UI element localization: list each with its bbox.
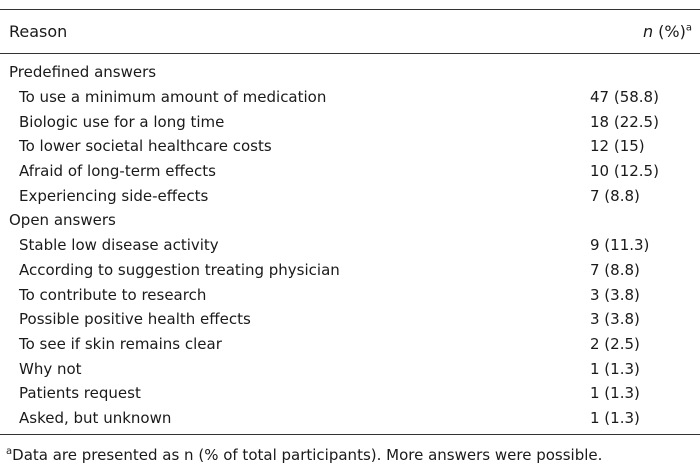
group-label: Open answers (9, 211, 116, 230)
table-header-row (0, 10, 700, 53)
table-row (0, 282, 700, 307)
row-value: 10 (12.5) (590, 162, 659, 181)
table-row (0, 356, 700, 381)
header-reason: Reason (9, 22, 68, 41)
row-reason: To see if skin remains clear (19, 334, 222, 353)
row-value: 7 (8.8) (590, 186, 640, 205)
row-reason: Biologic use for a long time (19, 112, 225, 131)
table-footnote (6, 446, 602, 464)
row-reason: To contribute to research (19, 285, 207, 304)
header-n-percent (643, 22, 700, 41)
table-row (0, 406, 700, 431)
row-reason: Possible positive health effects (19, 310, 251, 329)
footnote-text: Data are presented as n (% of total participants). More answers were possible. (12, 446, 603, 464)
row-value: 18 (22.5) (590, 112, 659, 131)
row-reason: Asked, but unknown (19, 408, 172, 427)
row-value: 3 (3.8) (590, 285, 640, 304)
table-row (0, 381, 700, 406)
row-value: 9 (11.3) (590, 236, 650, 255)
table-row (0, 332, 700, 357)
row-reason: Experiencing side-effects (19, 186, 209, 205)
row-value: 47 (58.8) (590, 88, 659, 107)
table-row (0, 109, 700, 134)
row-reason: To lower societal healthcare costs (19, 137, 272, 156)
row-value: 3 (3.8) (590, 310, 640, 329)
row-reason: Afraid of long-term effects (19, 162, 216, 181)
bottom-rule (0, 434, 700, 435)
row-value: 1 (1.3) (590, 359, 640, 378)
row-value: 1 (1.3) (590, 384, 640, 403)
table-row (0, 307, 700, 332)
row-reason: Patients request (19, 384, 141, 403)
table-row (0, 159, 700, 184)
header-n-italic: n (642, 22, 654, 41)
table-row (0, 233, 700, 258)
results-table (0, 9, 700, 435)
row-value: 12 (15) (590, 137, 645, 156)
footnote-marker: a (6, 446, 13, 457)
row-reason: Why not (19, 359, 82, 378)
table-body (0, 54, 700, 434)
row-value: 7 (8.8) (590, 260, 640, 279)
row-value: 2 (2.5) (590, 334, 640, 353)
group-row (0, 60, 700, 85)
row-value: 1 (1.3) (590, 408, 640, 427)
header-n-rest: (%) (653, 22, 686, 41)
row-reason: Stable low disease activity (19, 236, 219, 255)
table-row (0, 258, 700, 283)
group-row (0, 208, 700, 233)
table-row (0, 183, 700, 208)
header-footnote-marker: a (685, 22, 692, 34)
group-label: Predefined answers (9, 63, 157, 82)
row-reason: According to suggestion treating physician (19, 260, 340, 279)
table-row (0, 85, 700, 110)
row-reason: To use a minimum amount of medication (19, 88, 327, 107)
table-row (0, 134, 700, 159)
